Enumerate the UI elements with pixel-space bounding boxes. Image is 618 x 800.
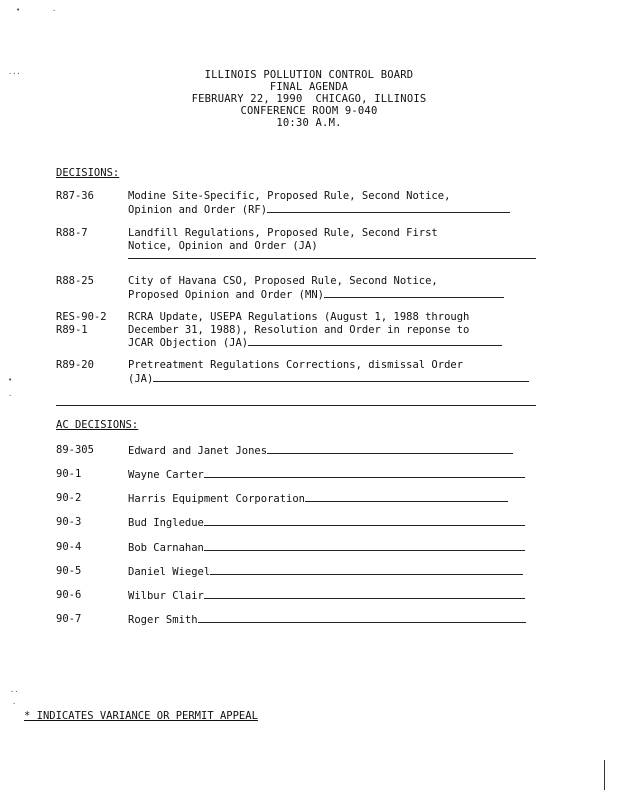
decision-text-line: JCAR Objection (JA) [128,337,249,349]
scan-speck: ··· [8,70,21,78]
scan-speck: • [8,376,13,384]
docket-number: 90-3 [56,516,82,528]
respondent-name: Edward and Janet Jones [128,445,268,457]
decision-text-line: Modine Site-Specific, Proposed Rule, Second Notice, [128,190,451,202]
signature-blank [248,336,502,346]
decisions-heading: DECISIONS: [56,167,120,179]
docket-number-secondary: R89-1 [56,323,88,336]
board-name: ILLINOIS POLLUTION CONTROL BOARD [204,69,414,81]
docket-number: 90-6 [56,589,82,601]
decision-text-line: Pretreatment Regulations Corrections, dismissal Order [128,359,464,371]
signature-blank [204,541,525,551]
docket-number: 90-7 [56,613,82,625]
respondent-name: Harris Equipment Corporation [128,493,306,505]
decision-text-line: Proposed Opinion and Order (MN) [128,288,324,301]
footnote [24,710,258,722]
scan-speck: · [52,7,57,15]
signature-blank [128,258,536,259]
docket-number: 90-1 [56,468,82,480]
docket-number: 90-5 [56,565,82,577]
agenda-title: FINAL AGENDA [269,81,349,93]
respondent-name: Wayne Carter [128,469,204,481]
docket-number: R88-25 [56,275,94,287]
scan-speck: · [8,392,13,400]
docket-number: RES-90-2 [56,311,107,323]
docket-number: 90-2 [56,492,82,504]
respondent-name: Roger Smith [128,614,198,626]
meeting-date-location: FEBRUARY 22, 1990 CHICAGO, ILLINOIS [191,93,427,105]
docket-number: R89-20 [56,359,94,371]
signature-blank [153,372,529,382]
signature-blank [267,203,510,213]
docket-number: 90-4 [56,541,82,553]
respondent-name: Wilbur Clair [128,590,204,602]
meeting-time: 10:30 A.M. [276,117,342,129]
signature-blank [267,444,513,454]
scan-edge-mark [604,760,605,790]
respondent-name: Bud Ingledue [128,517,204,529]
signature-blank [204,468,525,478]
signature-blank [305,492,508,502]
decision-text-line: (JA) [128,372,154,385]
signature-blank [204,589,525,599]
respondent-name: Daniel Wiegel [128,566,211,578]
decision-text-line: Opinion and Order (RF) [128,203,268,216]
decision-text-line: Landfill Regulations, Proposed Rule, Second First [128,227,438,239]
ac-decisions-heading: AC DECISIONS: [56,419,139,431]
decision-text-line: RCRA Update, USEPA Regulations (August 1, 1988 through [128,311,470,323]
footnote-text: * INDICATES VARIANCE OR PERMIT APPEAL [24,710,258,722]
respondent-name: Bob Carnahan [128,542,204,554]
docket-number: 89-305 [56,444,94,456]
signature-blank [204,516,525,526]
signature-blank [210,565,523,575]
decision-text-line: City of Havana CSO, Proposed Rule, Second Notice, [128,275,438,287]
meeting-room: CONFERENCE ROOM 9-040 [240,105,378,117]
scan-speck: • [16,6,21,14]
decision-text-line: December 31, 1988), Resolution and Order in reponse to [128,323,470,336]
scan-speck: · [12,700,17,708]
signature-blank [324,288,504,298]
agenda-header [0,69,618,129]
signature-blank [198,613,526,623]
decision-text-line: Notice, Opinion and Order (JA) [128,239,318,252]
docket-number: R87-36 [56,190,94,202]
separator-blank [56,405,536,406]
scan-speck: ·· [10,688,19,696]
docket-number: R88-7 [56,227,88,239]
